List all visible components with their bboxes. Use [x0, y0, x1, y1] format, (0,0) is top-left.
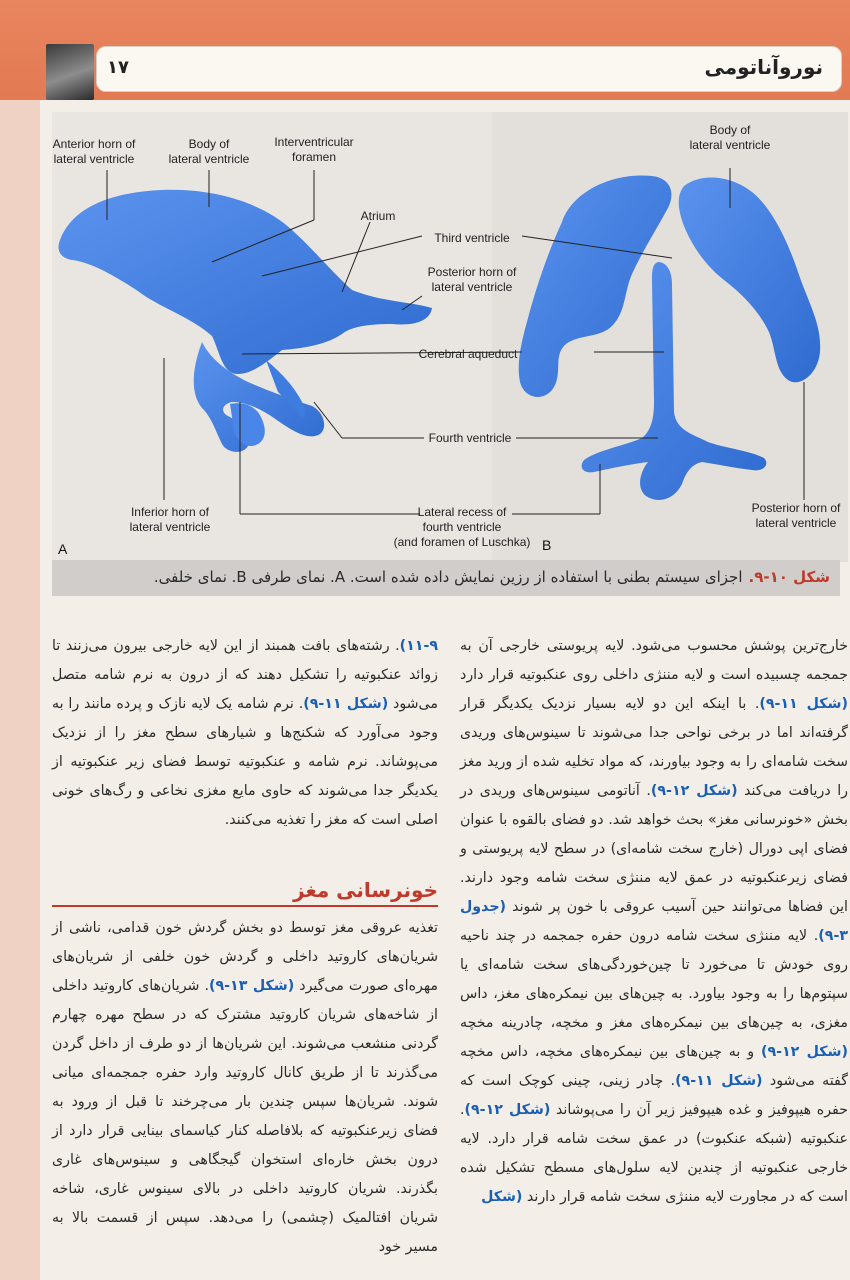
label-lateral-recess: Lateral recess of fourth ventricle (and foramen of Luschka) [393, 505, 531, 549]
figure-reference[interactable]: (شکل ۱۳-۹) [208, 978, 295, 994]
figure-reference[interactable]: ۱۱-۹) [399, 638, 438, 654]
figure-reference[interactable]: (شکل ۱۲-۹) [760, 1044, 848, 1060]
ventricular-system-figure [52, 112, 848, 562]
chapter-thumbnail-image [46, 44, 94, 100]
text-run: و به چین‌های بین نیمکره‌های مخچه، داس مخچه گفته می‌شود [460, 1044, 848, 1089]
figure-reference[interactable]: (شکل ۱۲-۹) [464, 1102, 551, 1118]
text-run: . چادر زینی، چینی کوچک است که حفره هیپوفیز و غده هیپوفیز زیر آن را می‌پوشاند [460, 1073, 848, 1118]
label-posterior-horn-b: Posterior horn of lateral ventricle [751, 501, 841, 530]
label-atrium: Atrium [360, 209, 396, 223]
text-run: . نرم شامه یک لایه نازک و پرده مانند را به وجود می‌آورد که شکنج‌ها و شیارهای سطح مغز را از نزدیک می‌پوشاند. نرم شامه و عنکبوتیه توسط فضای زیر عنکبوتیه از یکدیگر جدا می‌شوند که حاوی مایع مغزی نخاعی و رگ‌های خونی اصلی است که مغز را تغذیه می‌کنند. [52, 696, 438, 828]
label-body-of-lateral-ventricle-a: Body of lateral ventricle [168, 137, 250, 166]
figure-reference[interactable]: (شکل ۱۱-۹) [759, 696, 848, 712]
text-run: . لایه مننژی سخت شامه درون حفره جمجمه در چند ناحیه روی خودش تا می‌خورد تا چین‌خوردگی‌های سخت شامه‌ای یا سپتوم‌ها را به وجود بیاورد. به چین‌های بین نیمکره‌های مغز، داس مغزی، به چین‌های بین نیمکره‌های مغز و مخچه، چادرینه مخچه [460, 928, 848, 1031]
label-third-ventricle: Third ventricle [434, 231, 510, 245]
section-heading-blood-supply: خونرسانی مغز [52, 878, 438, 907]
right-text-column [460, 632, 848, 1212]
label-inferior-horn: Inferior horn of lateral ventricle [129, 505, 211, 534]
figure-caption-number: شکل ۱۰-۹. [748, 568, 830, 586]
label-anterior-horn: Anterior horn of lateral ventricle [52, 137, 136, 166]
text-run: خارج‌ترین پوشش محسوب می‌شود. لایه پریوستی خارجی آن به جمجمه چسبیده است و لایه مننژی داخلی روی عنکبوتیه قرار دارد [460, 638, 848, 683]
label-posterior-horn-a: Posterior horn of lateral ventricle [427, 265, 517, 294]
paragraph-blood-supply [52, 914, 438, 1262]
paragraph-arachnoid [52, 632, 438, 835]
label-fourth-ventricle: Fourth ventricle [428, 431, 512, 445]
figure-reference[interactable]: (شکل ۱۱-۹) [303, 696, 389, 712]
lateral-view-cast [59, 190, 433, 452]
ventricle-illustration [52, 112, 848, 562]
left-margin-strip [0, 100, 40, 1280]
panel-letter-a: A [58, 541, 68, 557]
text-run: تغذیه عروقی مغز توسط دو بخش گردش خون قدامی، ناشی از شریان‌های کاروتید داخلی و گردش خون خلفی از شریان‌های مهره‌ای صورت می‌گیرد [52, 920, 438, 994]
figure-caption-text: اجزای سیستم بطنی با استفاده از رزین نمایش داده شده است. A. نمای طرفی B. نمای خلفی. [153, 568, 743, 586]
running-header [96, 46, 842, 92]
running-header-title: نوروآناتومی [704, 55, 823, 79]
label-body-of-lateral-ventricle-b: Body of lateral ventricle [689, 123, 771, 152]
figure-caption [52, 560, 840, 596]
text-run: . با اینکه این دو لایه بسیار نزدیک یکدیگر قرار گرفته‌اند اما در برخی نواحی جدا می‌شوند تا سینوس‌های وریدی سخت شامه‌ای را به وجود بیاورند، که مواد تخلیه شده از ورید مغز را دریافت می‌کند [460, 696, 848, 799]
text-run: . عنکبوتیه (شبکه عنکبوت) در عمق سخت شامه قرار دارد. لایه خارجی عنکبوتیه از چندین لایه سلول‌های مسطح تشکیل شده است که در مجاورت لایه مننژی سخت شامه قرار دارند [460, 1102, 848, 1205]
left-text-column-bottom [52, 914, 438, 1262]
label-interventricular-foramen: Interventricular foramen [274, 135, 354, 164]
figure-reference[interactable]: (شکل ۱۲-۹) [650, 783, 738, 799]
text-run: . رشته‌های بافت همبند از این لایه خارجی بیرون می‌زنند تا زوائد عنکبوتیه را تشکیل دهند که از درون به نرم شامه متصل می‌شود [52, 638, 438, 712]
left-text-column-top [52, 632, 438, 835]
text-run: . آناتومی سینوس‌های وریدی در بخش «خونرسانی مغز» بحث خواهد شد. دو فضای بالقوه با عنوان فضای اپی دورال (خارج سخت شامه‌ای) در سطح لایه پریوستی و فضای زیرعنکبوتیه در عمق لایه مننژی سخت شامه وجود دارند. این فضاها می‌توانند حین آسیب عروقی با خون پر شوند [460, 783, 848, 915]
paragraph-dura-mater [460, 632, 848, 1212]
text-run: . شریان‌های کاروتید داخلی از شاخه‌های شریان کاروتید مشترک که در سطح مهره چهارم گردنی منشعب می‌شوند. این شریان‌ها از دو طرف از داخل گردن می‌گذرند تا از طریق کانال کاروتید وارد حفره جمجمه‌ای میانی شوند. شریان‌ها سپس چندین بار می‌چرخند تا قبل از ورود به فضای زیرعنکبوتیه که بلافاصله کنار کیاسمای بینایی قرار دارد از درون بخش خاره‌ای استخوان گیجگاهی و سینوس‌های غاری بگذرند. شریان کاروتید داخلی در بالای سینوس غاری، شاخه شریان افتالمیک (چشمی) را می‌دهد. سپس از قسمت بالا به مسیر خود [52, 978, 438, 1255]
label-cerebral-aqueduct: Cerebral aqueduct [418, 347, 518, 361]
figure-reference[interactable]: (شکل [481, 1189, 523, 1205]
table-reference[interactable]: (جدول ۳-۹) [460, 899, 848, 944]
panel-letter-b: B [542, 537, 552, 553]
figure-reference[interactable]: (شکل ۱۱-۹) [675, 1073, 763, 1089]
page-number: ۱۷ [107, 57, 129, 78]
